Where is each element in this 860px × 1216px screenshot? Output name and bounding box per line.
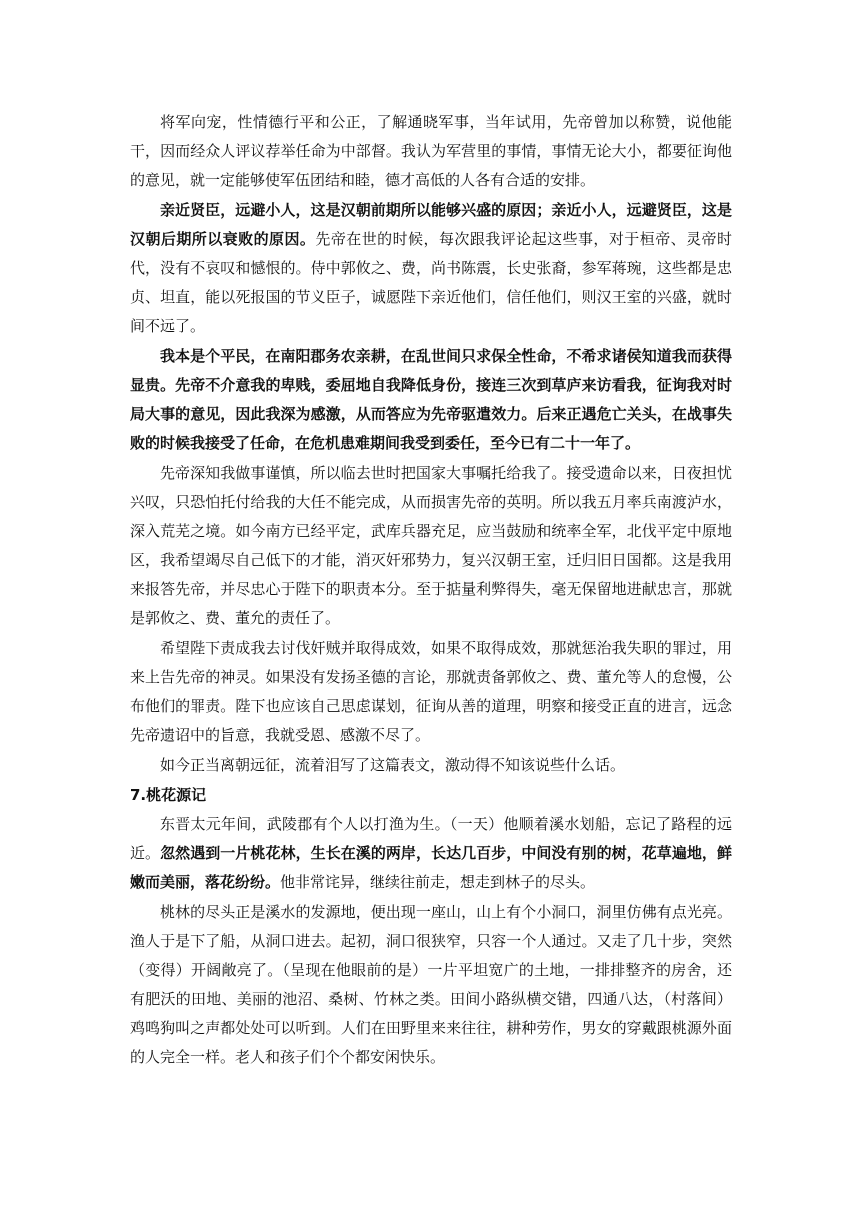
paragraph-farewell (130, 751, 732, 780)
paragraph-peach-source (130, 898, 732, 1072)
section-heading: 7.桃花源记 (130, 786, 207, 804)
paragraph-text: 如今正当离朝远征，流着泪写了这篇表文，激动得不知该说些什么话。 (160, 756, 626, 774)
paragraph-virtuous-ministers (130, 196, 732, 341)
bold-text: 我本是个平民，在南阳郡务农亲耕，在乱世间只求保全性命，不希求诸侯知道我而获得显贵。先帝不介意我的卑贱，委屈地自我降低身份，接连三次到草庐来访看我，征询我对时局大事的意见，因此我深为感激，从而答应为先帝驱遣效力。后来正遇危亡关头，在战事失败的时候我接受了任命，在危机患难期间我受到委任，至今已有二十一年了。 (130, 347, 732, 452)
paragraph-text: 东晋太元年间，武陵郡有个人以打渔为生。（一天）他顺着溪水划船，忘记了路程的远近。 (130, 815, 732, 862)
document-body (130, 108, 732, 1073)
paragraph-commoner (130, 342, 732, 458)
paragraph-text: 先帝深知我做事谨慎，所以临去世时把国家大事嘱托给我了。接受遗命以来，日夜担忧兴叹，只恐怕托付给我的大任不能完成，从而损害先帝的英明。所以我五月率兵南渡泸水，深入荒芜之境。如今南方已经平定，武库兵器充足，应当鼓励和统率全军，北伐平定中原地区，我希望竭尽自己低下的才能，消灭奸邪势力，复兴汉朝王室，迁归旧日国都。这是我用来报答先帝，并尽忠心于陛下的职责本分。至于掂量利弊得失，毫无保留地进献忠言，那就是郭攸之、费、董允的责任了。 (130, 464, 732, 627)
paragraph-xiang-chong (130, 108, 732, 195)
paragraph-late-emperor-trust (130, 459, 732, 633)
paragraph-fisherman (130, 810, 732, 897)
paragraph-request (130, 634, 732, 750)
bold-text: 亲近贤臣，远避小人，这是汉朝前期所以能够兴盛的原因；亲近小人，远避贤臣，这是汉朝后期所以衰败的原因。 (130, 201, 732, 248)
bold-text: 忽然遇到一片桃花林，生长在溪的两岸，长达几百步，中间没有别的树，花草遍地，鲜嫩而美丽，落花纷纷。 (130, 844, 732, 891)
paragraph-text: 将军向宠，性情德行平和公正，了解通晓军事，当年试用，先帝曾加以称赞，说他能干，因而经众人评议荐举任命为中部督。我认为军营里的事情，事情无论大小，都要征询他的意见，就一定能够使军伍团结和睦，德才高低的人各有合适的安排。 (130, 113, 732, 189)
paragraph-text: 他非常诧异，继续往前走，想走到林子的尽头。 (280, 873, 596, 891)
paragraph-text: 桃林的尽头正是溪水的发源地，便出现一座山，山上有个小洞口，洞里仿佛有点光亮。渔人于是下了船，从洞口进去。起初，洞口很狭窄，只容一个人通过。又走了几十步，突然（变得）开阔敞亮了。（呈现在他眼前的是）一片平坦宽广的土地，一排排整齐的房舍，还有肥沃的田地、美丽的池沼、桑树、竹林之类。田间小路纵横交错，四通八达，（村落间）鸡鸣狗叫之声都处处可以听到。人们在田野里来来往往，耕种劳作，男女的穿戴跟桃源外面的人完全一样。老人和孩子们个个都安闲快乐。 (130, 903, 732, 1066)
paragraph-text: 先帝在世的时候，每次跟我评论起这些事，对于桓帝、灵帝时代，没有不哀叹和憾恨的。侍中郭攸之、费，尚书陈震，长史张裔，参军蒋琬，这些都是忠贞、坦直，能以死报国的节义臣子，诚愿陛下亲近他们，信任他们，则汉王室的兴盛，就时间不远了。 (130, 230, 732, 335)
paragraph-text: 希望陛下责成我去讨伐奸贼并取得成效，如果不取得成效，那就惩治我失职的罪过，用来上告先帝的神灵。如果没有发扬圣德的言论，那就责备郭攸之、费、董允等人的怠慢，公布他们的罪责。陛下也应该自己思虑谋划，征询从善的道理，明察和接受正直的进言，远念先帝遗诏中的旨意，我就受恩、感激不尽了。 (130, 639, 732, 744)
